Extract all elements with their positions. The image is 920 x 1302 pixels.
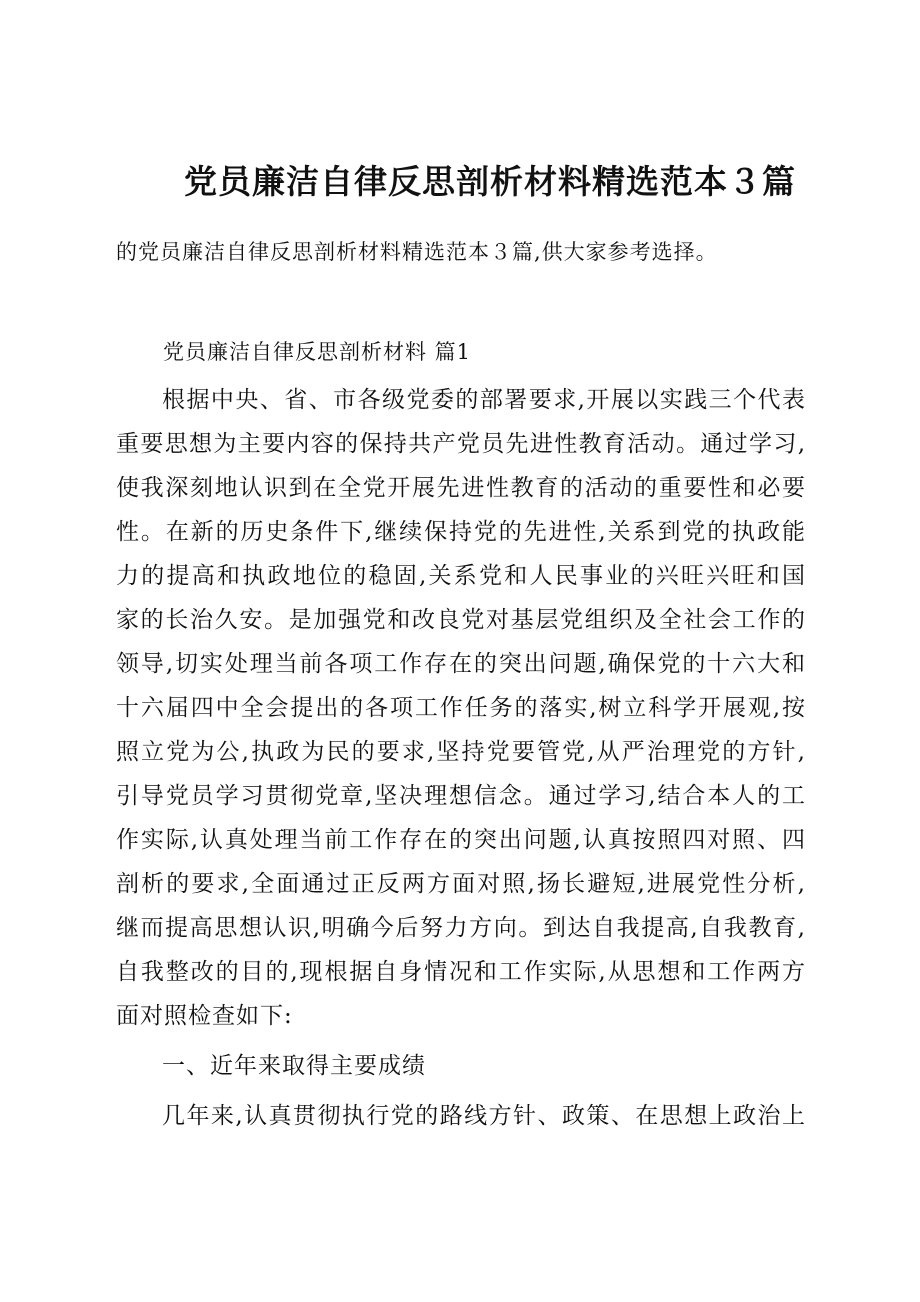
paragraph-line: 力的提高和执政地位的稳固,关系党和人民事业的兴旺兴旺和国 [116, 563, 806, 589]
document-title: 党员廉洁自律反思剖析材料精选范本３篇 [184, 162, 796, 201]
paragraph-line: 引导党员学习贯彻党章,坚决理想信念。通过学习,结合本人的工 [116, 783, 806, 809]
paragraph-line: 领导,切实处理当前各项工作存在的突出问题,确保党的十六大和 [116, 651, 806, 677]
paragraph-line: 使我深刻地认识到在全党开展先进性教育的活动的重要性和必要 [116, 475, 806, 501]
paragraph-line: 性。在新的历史条件下,继续保持党的先进性,关系到党的执政能 [116, 519, 806, 545]
paragraph-line: 剖析的要求,全面通过正反两方面对照,扬长避短,进展党性分析, [116, 871, 806, 897]
paragraph-line: 根据中央、省、市各级党委的部署要求,开展以实践三个代表 [162, 387, 806, 413]
section-heading: 党员廉洁自律反思剖析材料 篇1 [163, 340, 472, 364]
paragraph-line: 十六届四中全会提出的各项工作任务的落实,树立科学开展观,按 [116, 695, 806, 721]
intro-line: 的党员廉洁自律反思剖析材料精选范本３篇,供大家参考选择。 [116, 240, 718, 264]
paragraph-line: 几年来,认真贯彻执行党的路线方针、政策、在思想上政治上 [162, 1103, 806, 1129]
paragraph-line: 面对照检查如下: [116, 1003, 293, 1029]
paragraph-line: 作实际,认真处理当前工作存在的突出问题,认真按照四对照、四 [116, 827, 806, 853]
paragraph-line: 家的长治久安。是加强党和改良党对基层党组织及全社会工作的 [116, 607, 806, 633]
body-text [116, 378, 806, 1138]
paragraph-line: 自我整改的目的,现根据自身情况和工作实际,从思想和工作两方 [116, 959, 806, 985]
subheading: 一、近年来取得主要成绩 [162, 1053, 426, 1079]
paragraph-line: 重要思想为主要内容的保持共产党员先进性教育活动。通过学习, [116, 431, 806, 457]
paragraph-line: 继而提高思想认识,明确今后努力方向。到达自我提高,自我教育, [116, 915, 806, 941]
paragraph-line: 照立党为公,执政为民的要求,坚持党要管党,从严治理党的方针, [116, 739, 806, 765]
